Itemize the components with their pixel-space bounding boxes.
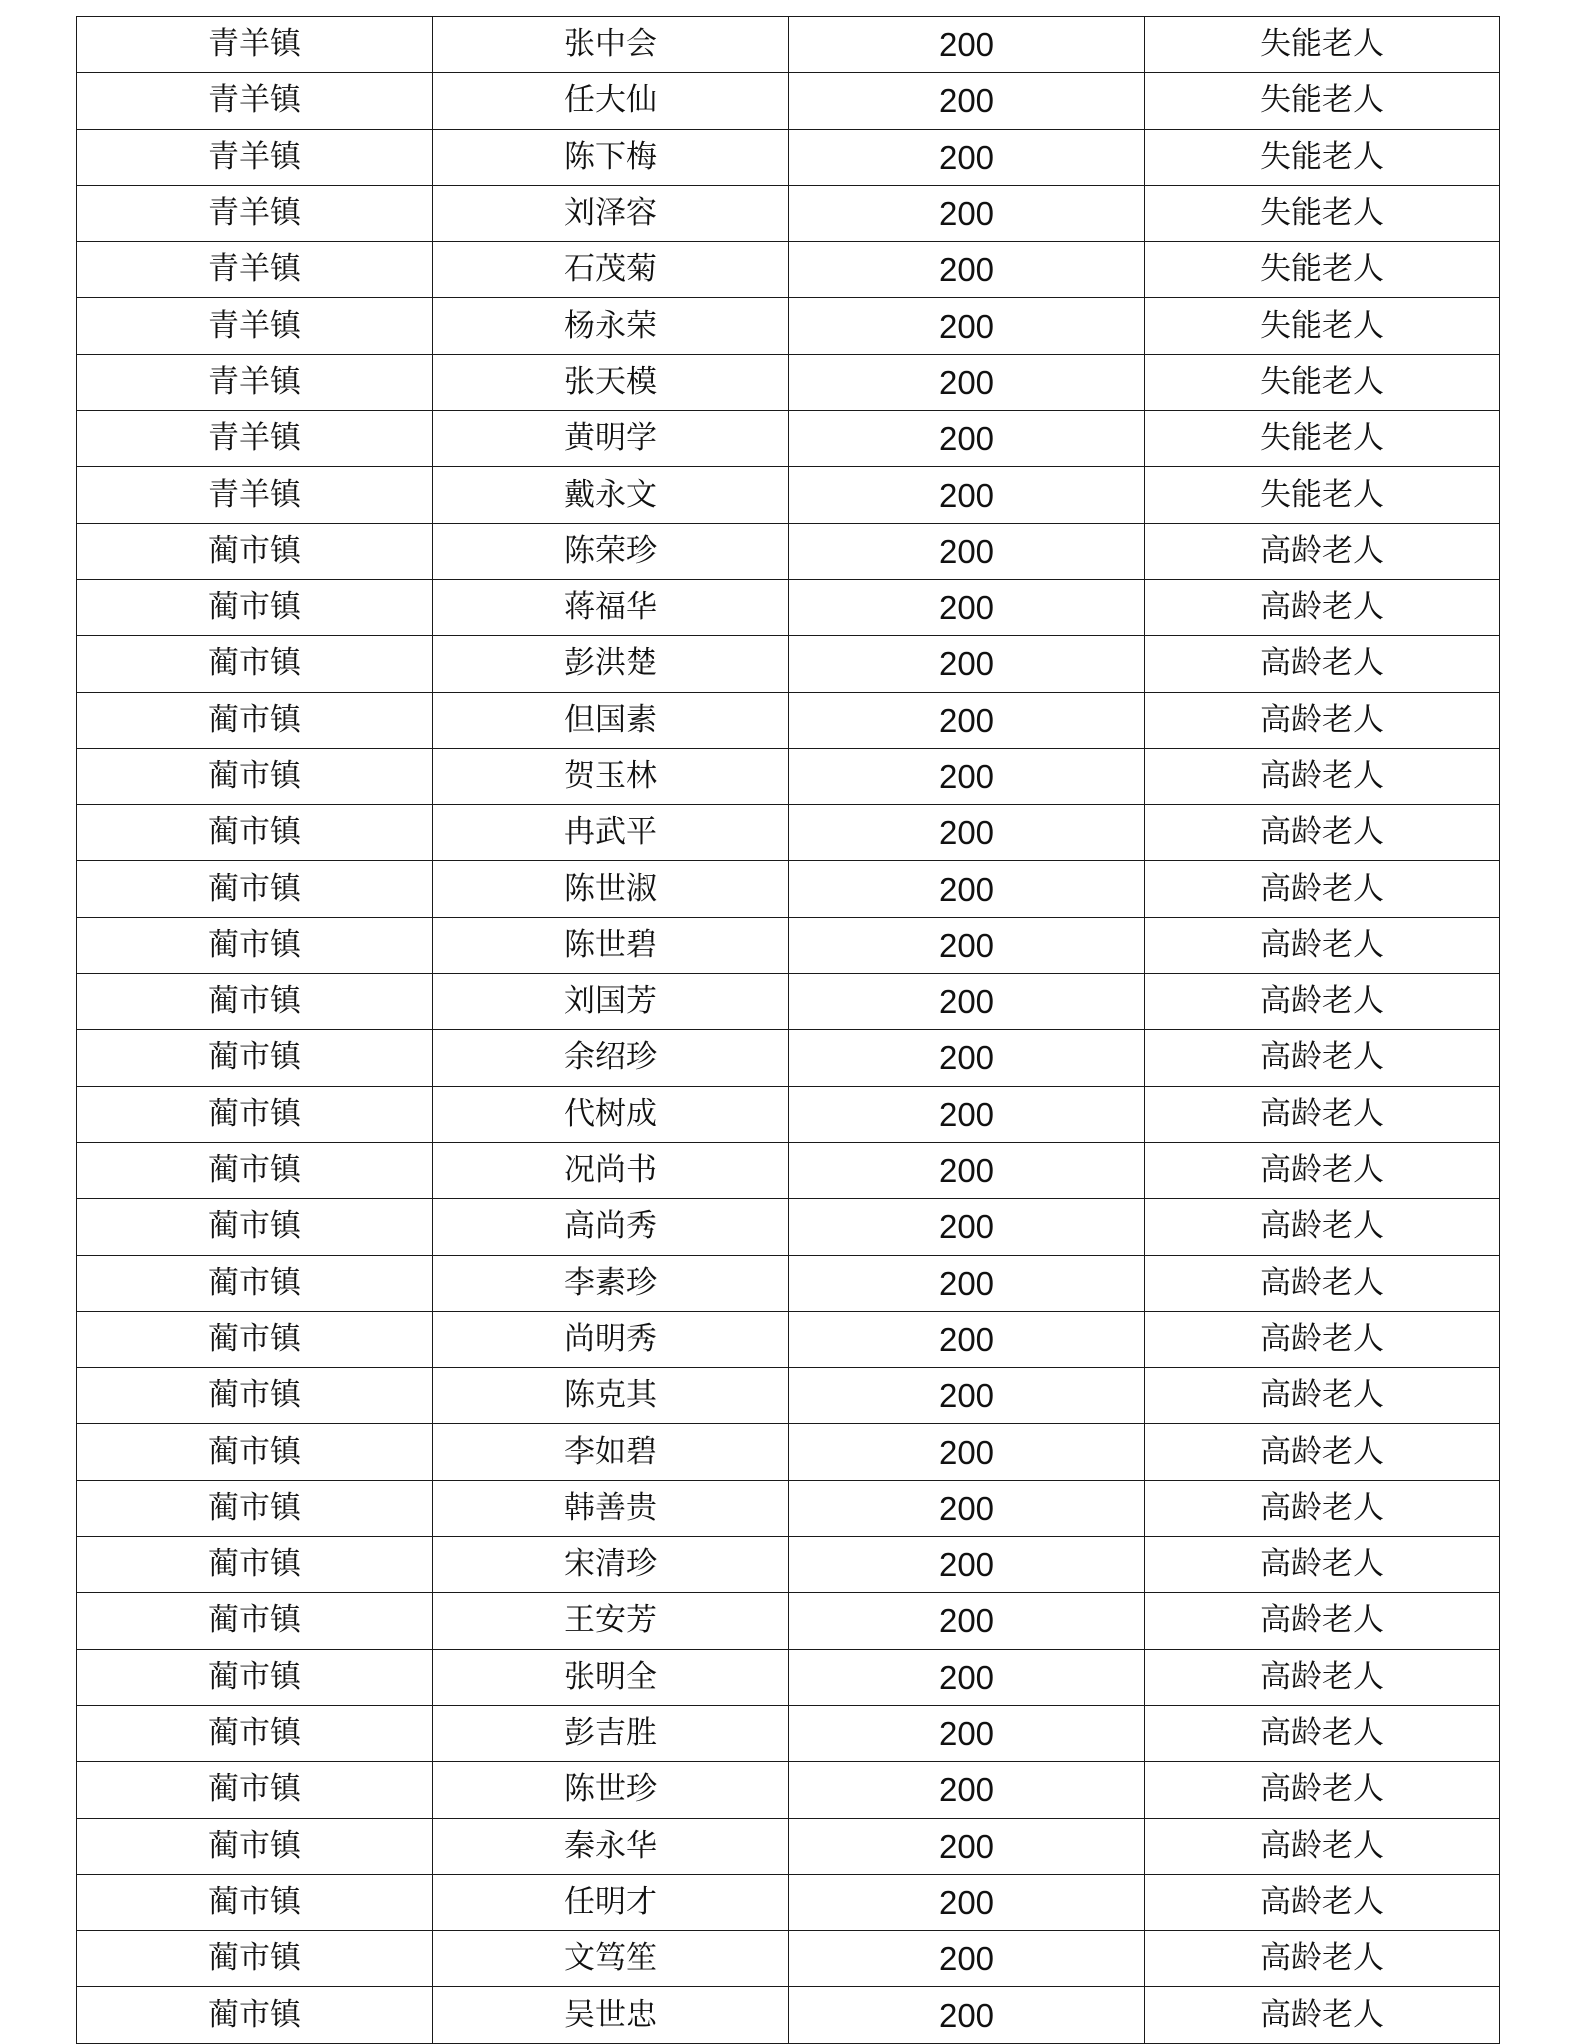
amount-cell: 200 — [789, 1368, 1145, 1424]
category-cell: 失能老人 — [1145, 129, 1500, 185]
name-cell: 黄明学 — [433, 411, 789, 467]
category-cell: 高龄老人 — [1145, 917, 1500, 973]
amount-cell: 200 — [789, 467, 1145, 523]
category-cell: 高龄老人 — [1145, 1086, 1500, 1142]
town-cell: 蔺市镇 — [77, 805, 433, 861]
table-row — [77, 1762, 1500, 1818]
name-cell: 陈克其 — [433, 1368, 789, 1424]
table-row — [77, 974, 1500, 1030]
table-row — [77, 1931, 1500, 1987]
category-cell: 失能老人 — [1145, 242, 1500, 298]
name-cell: 任明才 — [433, 1874, 789, 1930]
amount-cell: 200 — [789, 1593, 1145, 1649]
table-row — [77, 1368, 1500, 1424]
category-cell: 高龄老人 — [1145, 1593, 1500, 1649]
table-row — [77, 1818, 1500, 1874]
town-cell: 蔺市镇 — [77, 748, 433, 804]
town-cell: 蔺市镇 — [77, 692, 433, 748]
name-cell: 陈世碧 — [433, 917, 789, 973]
category-cell: 高龄老人 — [1145, 1874, 1500, 1930]
category-cell: 高龄老人 — [1145, 1762, 1500, 1818]
category-cell: 失能老人 — [1145, 185, 1500, 241]
amount-cell: 200 — [789, 1931, 1145, 1987]
town-cell: 蔺市镇 — [77, 917, 433, 973]
category-cell: 高龄老人 — [1145, 1311, 1500, 1367]
amount-cell: 200 — [789, 1537, 1145, 1593]
table-row — [77, 1311, 1500, 1367]
table-row — [77, 1255, 1500, 1311]
amount-cell: 200 — [789, 1987, 1145, 2043]
table-row — [77, 185, 1500, 241]
category-cell: 失能老人 — [1145, 411, 1500, 467]
amount-cell: 200 — [789, 1311, 1145, 1367]
name-cell: 韩善贵 — [433, 1480, 789, 1536]
category-cell: 高龄老人 — [1145, 974, 1500, 1030]
name-cell: 蒋福华 — [433, 579, 789, 635]
amount-cell: 200 — [789, 523, 1145, 579]
name-cell: 李素珍 — [433, 1255, 789, 1311]
town-cell: 蔺市镇 — [77, 1424, 433, 1480]
name-cell: 陈下梅 — [433, 129, 789, 185]
name-cell: 吴世忠 — [433, 1987, 789, 2043]
category-cell: 失能老人 — [1145, 298, 1500, 354]
category-cell: 高龄老人 — [1145, 1537, 1500, 1593]
amount-cell: 200 — [789, 1142, 1145, 1198]
town-cell: 青羊镇 — [77, 185, 433, 241]
town-cell: 蔺市镇 — [77, 1818, 433, 1874]
town-cell: 蔺市镇 — [77, 1142, 433, 1198]
town-cell: 蔺市镇 — [77, 1199, 433, 1255]
table-row — [77, 1480, 1500, 1536]
category-cell: 高龄老人 — [1145, 1142, 1500, 1198]
name-cell: 高尚秀 — [433, 1199, 789, 1255]
amount-cell: 200 — [789, 917, 1145, 973]
town-cell: 蔺市镇 — [77, 974, 433, 1030]
town-cell: 蔺市镇 — [77, 1368, 433, 1424]
name-cell: 李如碧 — [433, 1424, 789, 1480]
category-cell: 高龄老人 — [1145, 1987, 1500, 2043]
name-cell: 但国素 — [433, 692, 789, 748]
name-cell: 戴永文 — [433, 467, 789, 523]
name-cell: 况尚书 — [433, 1142, 789, 1198]
town-cell: 蔺市镇 — [77, 1255, 433, 1311]
amount-cell: 200 — [789, 242, 1145, 298]
town-cell: 青羊镇 — [77, 73, 433, 129]
name-cell: 宋清珍 — [433, 1537, 789, 1593]
name-cell: 冉武平 — [433, 805, 789, 861]
table-row — [77, 1142, 1500, 1198]
category-cell: 高龄老人 — [1145, 805, 1500, 861]
amount-cell: 200 — [789, 692, 1145, 748]
town-cell: 蔺市镇 — [77, 1931, 433, 1987]
name-cell: 杨永荣 — [433, 298, 789, 354]
name-cell: 王安芳 — [433, 1593, 789, 1649]
category-cell: 高龄老人 — [1145, 1030, 1500, 1086]
town-cell: 青羊镇 — [77, 129, 433, 185]
name-cell: 刘泽容 — [433, 185, 789, 241]
table-row — [77, 1537, 1500, 1593]
town-cell: 青羊镇 — [77, 411, 433, 467]
amount-cell: 200 — [789, 1480, 1145, 1536]
category-cell: 失能老人 — [1145, 467, 1500, 523]
category-cell: 高龄老人 — [1145, 1480, 1500, 1536]
name-cell: 刘国芳 — [433, 974, 789, 1030]
amount-cell: 200 — [789, 579, 1145, 635]
table-row — [77, 1424, 1500, 1480]
name-cell: 贺玉林 — [433, 748, 789, 804]
table-row — [77, 1199, 1500, 1255]
table-row — [77, 917, 1500, 973]
amount-cell: 200 — [789, 17, 1145, 73]
category-cell: 高龄老人 — [1145, 523, 1500, 579]
town-cell: 蔺市镇 — [77, 861, 433, 917]
town-cell: 蔺市镇 — [77, 1762, 433, 1818]
amount-cell: 200 — [789, 1424, 1145, 1480]
category-cell: 高龄老人 — [1145, 748, 1500, 804]
town-cell: 蔺市镇 — [77, 1030, 433, 1086]
table-row — [77, 1593, 1500, 1649]
name-cell: 文笃笙 — [433, 1931, 789, 1987]
subsidy-table — [76, 16, 1500, 2044]
category-cell: 高龄老人 — [1145, 692, 1500, 748]
amount-cell: 200 — [789, 1030, 1145, 1086]
table-row — [77, 242, 1500, 298]
category-cell: 高龄老人 — [1145, 1649, 1500, 1705]
table-row — [77, 1874, 1500, 1930]
amount-cell: 200 — [789, 129, 1145, 185]
table-row — [77, 748, 1500, 804]
town-cell: 蔺市镇 — [77, 1705, 433, 1761]
town-cell: 蔺市镇 — [77, 1874, 433, 1930]
name-cell: 张中会 — [433, 17, 789, 73]
table-row — [77, 1086, 1500, 1142]
town-cell: 青羊镇 — [77, 467, 433, 523]
table-row — [77, 129, 1500, 185]
category-cell: 高龄老人 — [1145, 1255, 1500, 1311]
name-cell: 代树成 — [433, 1086, 789, 1142]
town-cell: 青羊镇 — [77, 298, 433, 354]
amount-cell: 200 — [789, 1199, 1145, 1255]
category-cell: 高龄老人 — [1145, 1368, 1500, 1424]
category-cell: 失能老人 — [1145, 17, 1500, 73]
table-row — [77, 861, 1500, 917]
table-row — [77, 467, 1500, 523]
amount-cell: 200 — [789, 1762, 1145, 1818]
amount-cell: 200 — [789, 73, 1145, 129]
table-row — [77, 1705, 1500, 1761]
table-row — [77, 17, 1500, 73]
category-cell: 高龄老人 — [1145, 1931, 1500, 1987]
amount-cell: 200 — [789, 1255, 1145, 1311]
category-cell: 失能老人 — [1145, 73, 1500, 129]
town-cell: 蔺市镇 — [77, 1086, 433, 1142]
table-row — [77, 805, 1500, 861]
amount-cell: 200 — [789, 1086, 1145, 1142]
name-cell: 石茂菊 — [433, 242, 789, 298]
category-cell: 高龄老人 — [1145, 861, 1500, 917]
amount-cell: 200 — [789, 185, 1145, 241]
table-row — [77, 579, 1500, 635]
category-cell: 高龄老人 — [1145, 579, 1500, 635]
amount-cell: 200 — [789, 298, 1145, 354]
amount-cell: 200 — [789, 1705, 1145, 1761]
amount-cell: 200 — [789, 1874, 1145, 1930]
amount-cell: 200 — [789, 805, 1145, 861]
town-cell: 青羊镇 — [77, 17, 433, 73]
name-cell: 陈世珍 — [433, 1762, 789, 1818]
amount-cell: 200 — [789, 354, 1145, 410]
table-row — [77, 1030, 1500, 1086]
category-cell: 高龄老人 — [1145, 1818, 1500, 1874]
name-cell: 余绍珍 — [433, 1030, 789, 1086]
amount-cell: 200 — [789, 1649, 1145, 1705]
amount-cell: 200 — [789, 974, 1145, 1030]
table-row — [77, 692, 1500, 748]
category-cell: 失能老人 — [1145, 354, 1500, 410]
name-cell: 张天模 — [433, 354, 789, 410]
table-body — [77, 17, 1500, 2044]
town-cell: 青羊镇 — [77, 354, 433, 410]
category-cell: 高龄老人 — [1145, 1424, 1500, 1480]
town-cell: 蔺市镇 — [77, 523, 433, 579]
category-cell: 高龄老人 — [1145, 1199, 1500, 1255]
name-cell: 彭洪楚 — [433, 636, 789, 692]
table-row — [77, 1649, 1500, 1705]
name-cell: 任大仙 — [433, 73, 789, 129]
name-cell: 陈荣珍 — [433, 523, 789, 579]
name-cell: 彭吉胜 — [433, 1705, 789, 1761]
town-cell: 蔺市镇 — [77, 1537, 433, 1593]
town-cell: 蔺市镇 — [77, 1987, 433, 2043]
town-cell: 蔺市镇 — [77, 1649, 433, 1705]
table-row — [77, 1987, 1500, 2043]
amount-cell: 200 — [789, 1818, 1145, 1874]
category-cell: 高龄老人 — [1145, 1705, 1500, 1761]
name-cell: 陈世淑 — [433, 861, 789, 917]
name-cell: 秦永华 — [433, 1818, 789, 1874]
amount-cell: 200 — [789, 861, 1145, 917]
table-row — [77, 298, 1500, 354]
town-cell: 蔺市镇 — [77, 1311, 433, 1367]
town-cell: 蔺市镇 — [77, 579, 433, 635]
amount-cell: 200 — [789, 636, 1145, 692]
table-row — [77, 73, 1500, 129]
amount-cell: 200 — [789, 411, 1145, 467]
name-cell: 尚明秀 — [433, 1311, 789, 1367]
town-cell: 蔺市镇 — [77, 1480, 433, 1536]
town-cell: 蔺市镇 — [77, 636, 433, 692]
town-cell: 蔺市镇 — [77, 1593, 433, 1649]
table-row — [77, 411, 1500, 467]
amount-cell: 200 — [789, 748, 1145, 804]
name-cell: 张明全 — [433, 1649, 789, 1705]
town-cell: 青羊镇 — [77, 242, 433, 298]
table-row — [77, 354, 1500, 410]
table-row — [77, 523, 1500, 579]
table-row — [77, 636, 1500, 692]
category-cell: 高龄老人 — [1145, 636, 1500, 692]
